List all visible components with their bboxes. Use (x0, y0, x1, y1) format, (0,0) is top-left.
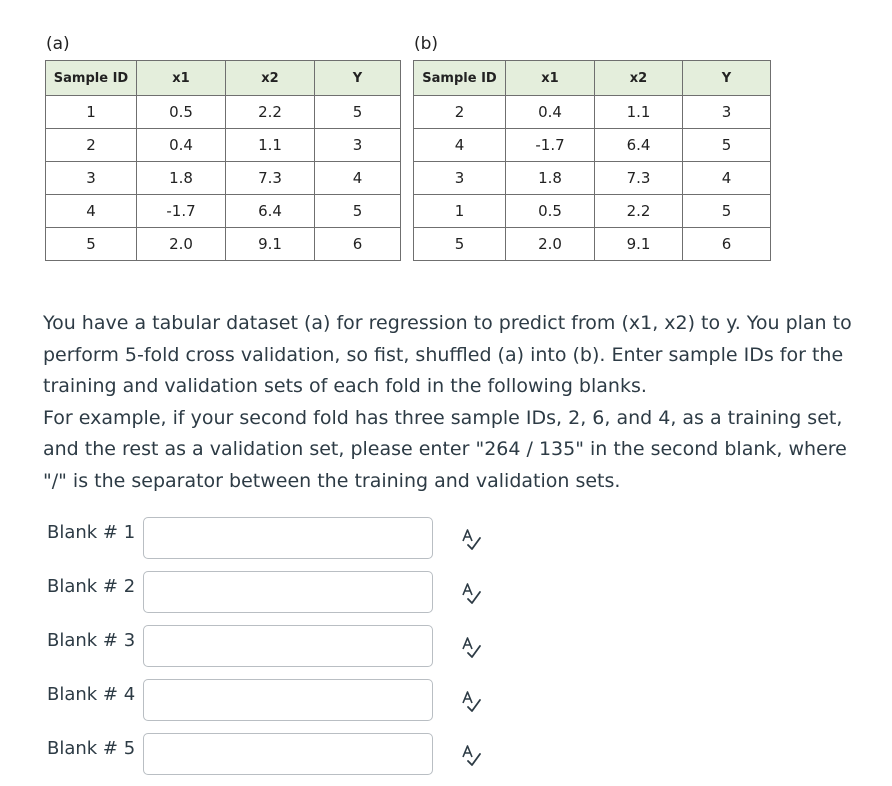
cell: 0.5 (137, 96, 226, 129)
cell: 7.3 (226, 162, 315, 195)
blank-input-1[interactable] (143, 517, 433, 559)
question-text (43, 308, 858, 497)
cell: 4 (315, 162, 401, 195)
table-row (414, 195, 771, 228)
header-y: Y (315, 61, 401, 96)
blank-input-2[interactable] (143, 571, 433, 613)
table-row (414, 96, 771, 129)
header-sample-id: Sample ID (414, 61, 506, 96)
cell: 7.3 (595, 162, 683, 195)
cell: 5 (414, 228, 506, 261)
cell: 4 (46, 195, 137, 228)
cell: -1.7 (137, 195, 226, 228)
question-paragraph-2: For example, if your second fold has three sample IDs, 2, 6, and 4, as a training set, and the rest as a validation set, please enter "264 / 135" in the second blank, where "/" is the separator between the training and validation sets. (43, 406, 847, 492)
table-row (414, 228, 771, 261)
blank-label: Blank # 4 (47, 684, 136, 705)
blank-label: Blank # 3 (47, 630, 136, 651)
cell: 0.5 (506, 195, 595, 228)
cell: 6.4 (595, 129, 683, 162)
cell: 3 (414, 162, 506, 195)
table-row (46, 129, 401, 162)
cell: 5 (315, 96, 401, 129)
header-sample-id: Sample ID (46, 61, 137, 96)
cell: 1.8 (506, 162, 595, 195)
cell: 0.4 (137, 129, 226, 162)
cell: 1 (46, 96, 137, 129)
cell: 1.1 (226, 129, 315, 162)
spellcheck-icon[interactable] (459, 689, 483, 713)
cell: 5 (46, 228, 137, 261)
table-b (413, 60, 771, 261)
question-paragraph-1: You have a tabular dataset (a) for regression to predict from (x1, x2) to y. You plan to perform 5-fold cross validation, so fist, shuffled (a) into (b). Enter sample IDs for the training and validation sets of each fold in the following blanks. (43, 312, 852, 397)
cell: 6.4 (226, 195, 315, 228)
cell: 9.1 (226, 228, 315, 261)
spellcheck-icon[interactable] (459, 527, 483, 551)
cell: 3 (46, 162, 137, 195)
cell: 4 (414, 129, 506, 162)
table-row (414, 162, 771, 195)
table-a-caption: (a) (46, 34, 70, 54)
table-row (46, 228, 401, 261)
spellcheck-icon[interactable] (459, 635, 483, 659)
cell: 1 (414, 195, 506, 228)
table-row (414, 129, 771, 162)
cell: 0.4 (506, 96, 595, 129)
cell: 3 (315, 129, 401, 162)
cell: 2 (46, 129, 137, 162)
blank-label: Blank # 1 (47, 522, 136, 543)
cell: 1.1 (595, 96, 683, 129)
cell: 6 (315, 228, 401, 261)
header-x2: x2 (226, 61, 315, 96)
table-b-caption: (b) (414, 34, 439, 54)
cell: 2 (414, 96, 506, 129)
cell: 2.2 (226, 96, 315, 129)
cell: 5 (683, 195, 771, 228)
table-row (46, 162, 401, 195)
cell: 5 (683, 129, 771, 162)
table-header-row (414, 61, 771, 96)
blank-input-3[interactable] (143, 625, 433, 667)
table-header-row (46, 61, 401, 96)
cell: -1.7 (506, 129, 595, 162)
blank-input-4[interactable] (143, 679, 433, 721)
cell: 2.0 (137, 228, 226, 261)
cell: 9.1 (595, 228, 683, 261)
table-row (46, 195, 401, 228)
header-x1: x1 (137, 61, 226, 96)
cell: 1.8 (137, 162, 226, 195)
cell: 5 (315, 195, 401, 228)
blank-input-5[interactable] (143, 733, 433, 775)
header-x1: x1 (506, 61, 595, 96)
header-y: Y (683, 61, 771, 96)
spellcheck-icon[interactable] (459, 743, 483, 767)
cell: 2.0 (506, 228, 595, 261)
header-x2: x2 (595, 61, 683, 96)
cell: 6 (683, 228, 771, 261)
cell: 2.2 (595, 195, 683, 228)
table-row (46, 96, 401, 129)
blank-label: Blank # 5 (47, 738, 136, 759)
blank-label: Blank # 2 (47, 576, 136, 597)
table-a (45, 60, 401, 261)
cell: 4 (683, 162, 771, 195)
spellcheck-icon[interactable] (459, 581, 483, 605)
cell: 3 (683, 96, 771, 129)
